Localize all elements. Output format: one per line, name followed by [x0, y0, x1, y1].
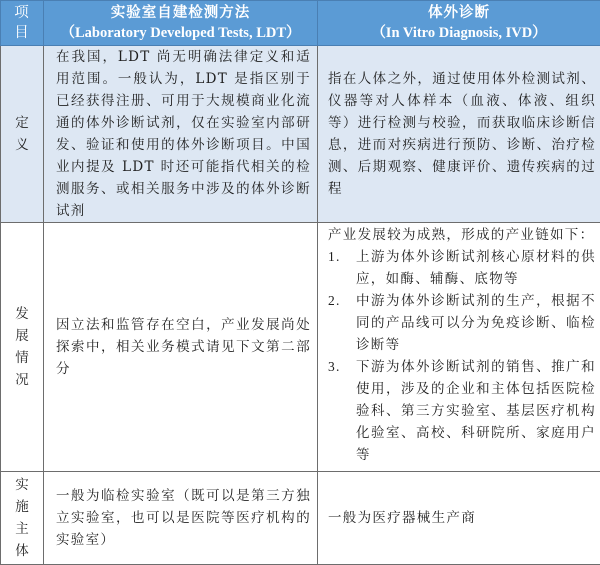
definition-ldt-cell	[44, 46, 318, 223]
header-item-line2: 目	[1, 23, 43, 43]
list-item-text: 上游为体外诊断试剂核心原材料的供应，如酶、辅酶、底物等	[356, 246, 596, 290]
header-ivd	[318, 1, 600, 46]
row-label-char: 定	[1, 112, 43, 134]
row-label-char: 况	[1, 369, 43, 391]
development-row	[1, 223, 600, 472]
implementer-row	[1, 472, 600, 565]
list-item-text: 下游为体外诊断试剂的销售、推广和使用，涉及的企业和主体包括医院检验科、第三方实验室、基层医疗机构化验室、高校、科研院所、家庭用户等	[356, 356, 596, 466]
row-label-char: 主	[1, 518, 43, 540]
row-label-definition	[1, 46, 44, 223]
header-row	[1, 1, 600, 46]
definition-ldt-text: 在我国，LDT 尚无明确法律定义和适用范围。一般认为，LDT 是指区别于已经获得注册、可用于大规模商业化流通的体外诊断试剂，仅在实验室内部研发、验证和使用的体外诊断项目。中国业内提及 LDT 时还可能指代相关的检测服务、或相关服务中涉及的体外诊断试剂	[44, 46, 317, 222]
header-ldt-cn: 实验室自建检测方法	[44, 3, 317, 23]
list-item	[328, 290, 596, 356]
definition-ivd-text: 指在人体之外，通过使用体外检测试剂、仪器等对人体样本（血液、体液、组织等）进行检测与校验，而获取临床诊断信息，进而对疾病进行预防、诊断、治疗检测、后期观察、健康评价、遗传疾病的过程	[318, 68, 600, 200]
development-ldt-text: 因立法和监管存在空白，产业发展尚处探索中，相关业务模式请见下文第二部分	[44, 314, 317, 380]
row-label-char: 发	[1, 303, 43, 325]
row-label-char: 体	[1, 540, 43, 562]
definition-row	[1, 46, 600, 223]
row-label-char: 施	[1, 496, 43, 518]
row-label-char: 实	[1, 474, 43, 496]
row-label-char: 情	[1, 347, 43, 369]
definition-ivd-cell	[318, 46, 600, 223]
row-label-development	[1, 223, 44, 472]
header-ivd-en: （In Vitro Diagnosis, IVD）	[318, 23, 600, 43]
header-ldt-en: （Laboratory Developed Tests, LDT）	[44, 23, 317, 43]
development-ivd-content	[318, 224, 600, 466]
header-item-line1: 项	[1, 3, 43, 23]
implementer-ivd-text: 一般为医疗器械生产商	[318, 507, 600, 529]
implementer-ldt-cell	[44, 472, 318, 565]
industry-chain-list	[328, 246, 596, 466]
list-item-number: 1.	[328, 246, 356, 290]
list-item-number: 2.	[328, 290, 356, 356]
header-ivd-cn: 体外诊断	[318, 3, 600, 23]
row-label-char: 展	[1, 325, 43, 347]
development-ldt-cell	[44, 223, 318, 472]
implementer-ldt-text: 一般为临检实验室（既可以是第三方独立实验室，也可以是医院等医疗机构的实验室）	[44, 485, 317, 551]
list-item	[328, 356, 596, 466]
header-item	[1, 1, 44, 46]
list-item	[328, 246, 596, 290]
header-ldt	[44, 1, 318, 46]
implementer-ivd-cell	[318, 472, 600, 565]
list-item-text: 中游为体外诊断试剂的生产，根据不同的产品线可以分为免疫诊断、临检诊断等	[356, 290, 596, 356]
row-label-char: 义	[1, 134, 43, 156]
development-ivd-intro: 产业发展较为成熟，形成的产业链如下：	[328, 224, 596, 246]
list-item-number: 3.	[328, 356, 356, 466]
row-label-implementer	[1, 472, 44, 565]
development-ivd-cell	[318, 223, 600, 472]
